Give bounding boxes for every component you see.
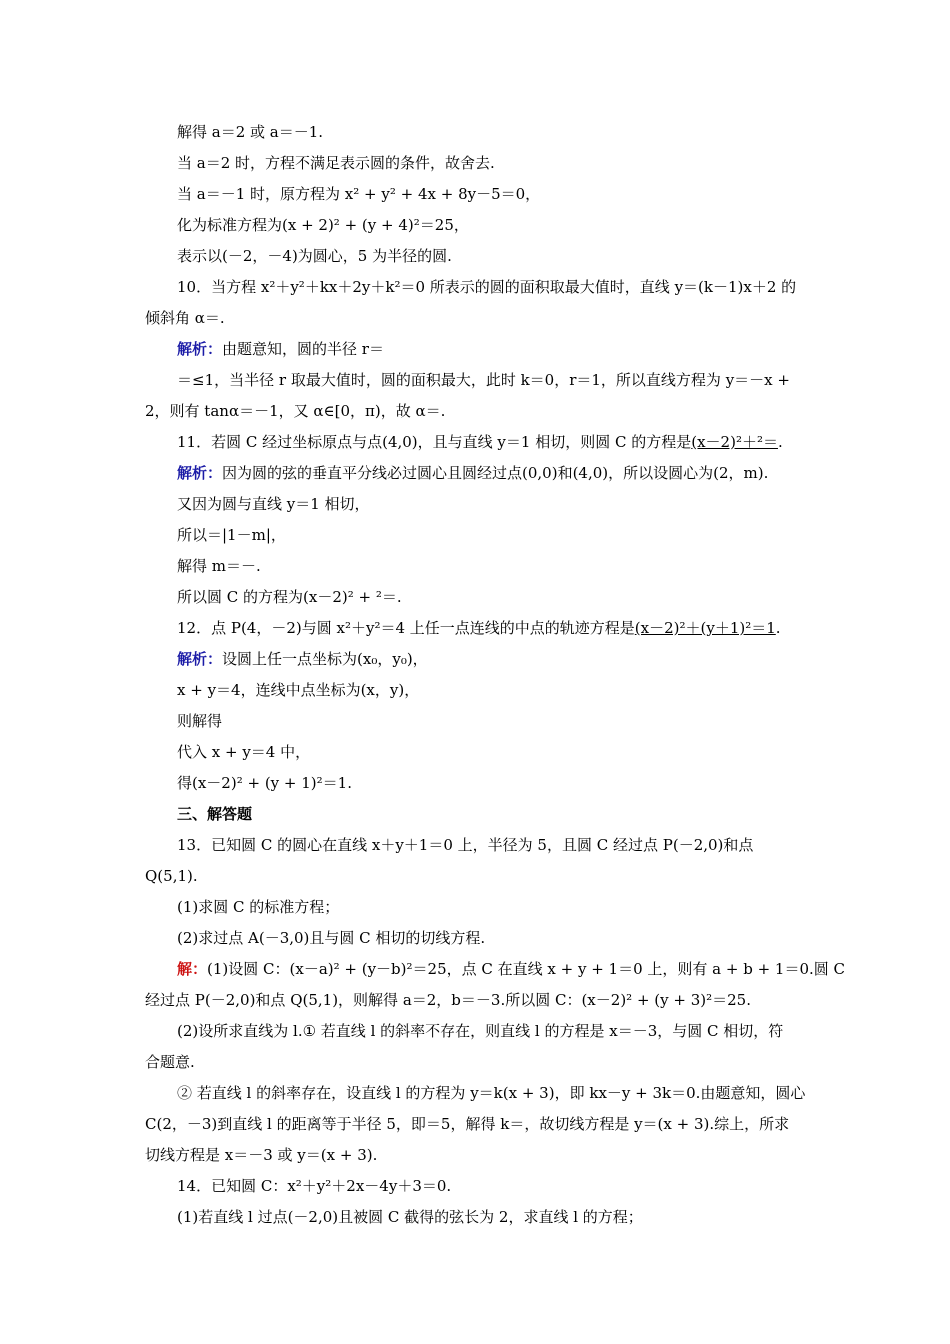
answer-underlined: (x－2)²＋²＝	[691, 433, 778, 451]
text-line: 得(x－2)² + (y + 1)²＝1.	[177, 774, 352, 792]
text-line: 所以＝|1－m|，	[177, 526, 286, 544]
text-line: 解得 m＝－.	[177, 557, 261, 575]
text-line: x + y＝4，连线中点坐标为(x，y)，	[177, 681, 420, 699]
text-line: 倾斜角 α＝.	[145, 309, 225, 327]
question-11	[177, 432, 783, 452]
text-line: 又因为圆与直线 y＝1 相切，	[177, 495, 370, 513]
text-line: 表示以(－2，－4)为圆心，5 为半径的圆.	[177, 247, 452, 265]
text-span: 设圆上任一点坐标为(x₀，y₀)，	[222, 650, 428, 668]
text-line: ＝≤1，当半径 r 取最大值时，圆的面积最大，此时 k＝0，r＝1，所以直线方程为 y＝－x +	[177, 371, 790, 389]
question-13: 13．已知圆 C 的圆心在直线 x＋y＋1＝0 上，半径为 5，且圆 C 经过点 P(－2,0)和点	[177, 836, 754, 854]
analysis-label: 解析：	[177, 650, 223, 668]
text-line: 化为标准方程为(x + 2)² + (y + 4)²＝25，	[177, 216, 469, 234]
text-line: (2)设所求直线为 l.① 若直线 l 的斜率不存在，则直线 l 的方程是 x＝－3，与圆 C 相切，符	[177, 1022, 784, 1040]
text-span: 由题意知，圆的半径 r＝	[222, 340, 384, 358]
text-line: 解得 a＝2 或 a＝－1.	[177, 123, 324, 141]
solution-line	[177, 339, 384, 359]
question-14: 14．已知圆 C：x²＋y²＋2x－4y＋3＝0.	[177, 1177, 452, 1195]
text-span: .	[775, 619, 781, 637]
text-span: 11．若圆 C 经过坐标原点与点(4,0)，且与直线 y＝1 相切，则圆 C 的方程是	[177, 433, 692, 451]
text-span: 因为圆的弦的垂直平分线必过圆心且圆经过点(0,0)和(4,0)，所以设圆心为(2，m).	[222, 464, 769, 482]
question-12	[177, 618, 781, 638]
text-span: .	[777, 433, 783, 451]
solution-line	[177, 463, 768, 483]
text-line: 代入 x + y＝4 中，	[177, 743, 311, 761]
text-line: 则解得	[177, 712, 223, 730]
text-span: (1)设圆 C：(x－a)² + (y－b)²＝25，点 C 在直线 x + y + 1＝0 上，则有 a + b + 1＝0.圆 C	[207, 960, 846, 978]
text-line: (1)求圆 C 的标准方程；	[177, 898, 340, 916]
answer-underlined: (x－2)²＋(y＋1)²＝1	[634, 619, 776, 637]
solution-line	[177, 959, 845, 979]
text-line: 当 a＝－1 时，原方程为 x² + y² + 4x + 8y－5＝0，	[177, 185, 541, 203]
analysis-label: 解析：	[177, 340, 223, 358]
text-span: 12．点 P(4，－2)与圆 x²＋y²＝4 上任一点连线的中点的轨迹方程是	[177, 619, 635, 637]
solution-line	[177, 649, 428, 669]
text-line: (1)若直线 l 过点(－2,0)且被圆 C 截得的弦长为 2，求直线 l 的方程；	[177, 1208, 643, 1226]
text-line: Q(5,1).	[145, 867, 198, 885]
solution-label: 解：	[177, 960, 208, 978]
text-line: 切线方程是 x＝－3 或 y＝(x + 3).	[145, 1146, 378, 1164]
text-line: 所以圆 C 的方程为(x－2)² + ²＝.	[177, 588, 402, 606]
text-line: C(2，－3)到直线 l 的距离等于半径 5，即＝5，解得 k＝，故切线方程是 y＝(x + 3).综上，所求	[145, 1115, 790, 1133]
section-heading: 三、解答题	[177, 805, 253, 823]
text-line: 2，则有 tanα＝－1，又 α∈[0，π)，故 α＝.	[145, 402, 446, 420]
text-line: 合题意.	[145, 1053, 195, 1071]
text-line: (2)求过点 A(－3,0)且与圆 C 相切的切线方程.	[177, 929, 486, 947]
text-line: 当 a＝2 时，方程不满足表示圆的条件，故舍去.	[177, 154, 495, 172]
text-line: 经过点 P(－2,0)和点 Q(5,1)，则解得 a＝2，b＝－3.所以圆 C：(x－2)² + (y + 3)²＝25.	[145, 991, 751, 1009]
question-10: 10．当方程 x²＋y²＋kx＋2y＋k²＝0 所表示的圆的面积取最大值时，直线 y＝(k－1)x＋2 的	[177, 278, 797, 296]
analysis-label: 解析：	[177, 464, 223, 482]
text-line: ② 若直线 l 的斜率存在，设直线 l 的方程为 y＝k(x + 3)，即 kx－y + 3k＝0.由题意知，圆心	[177, 1084, 806, 1102]
